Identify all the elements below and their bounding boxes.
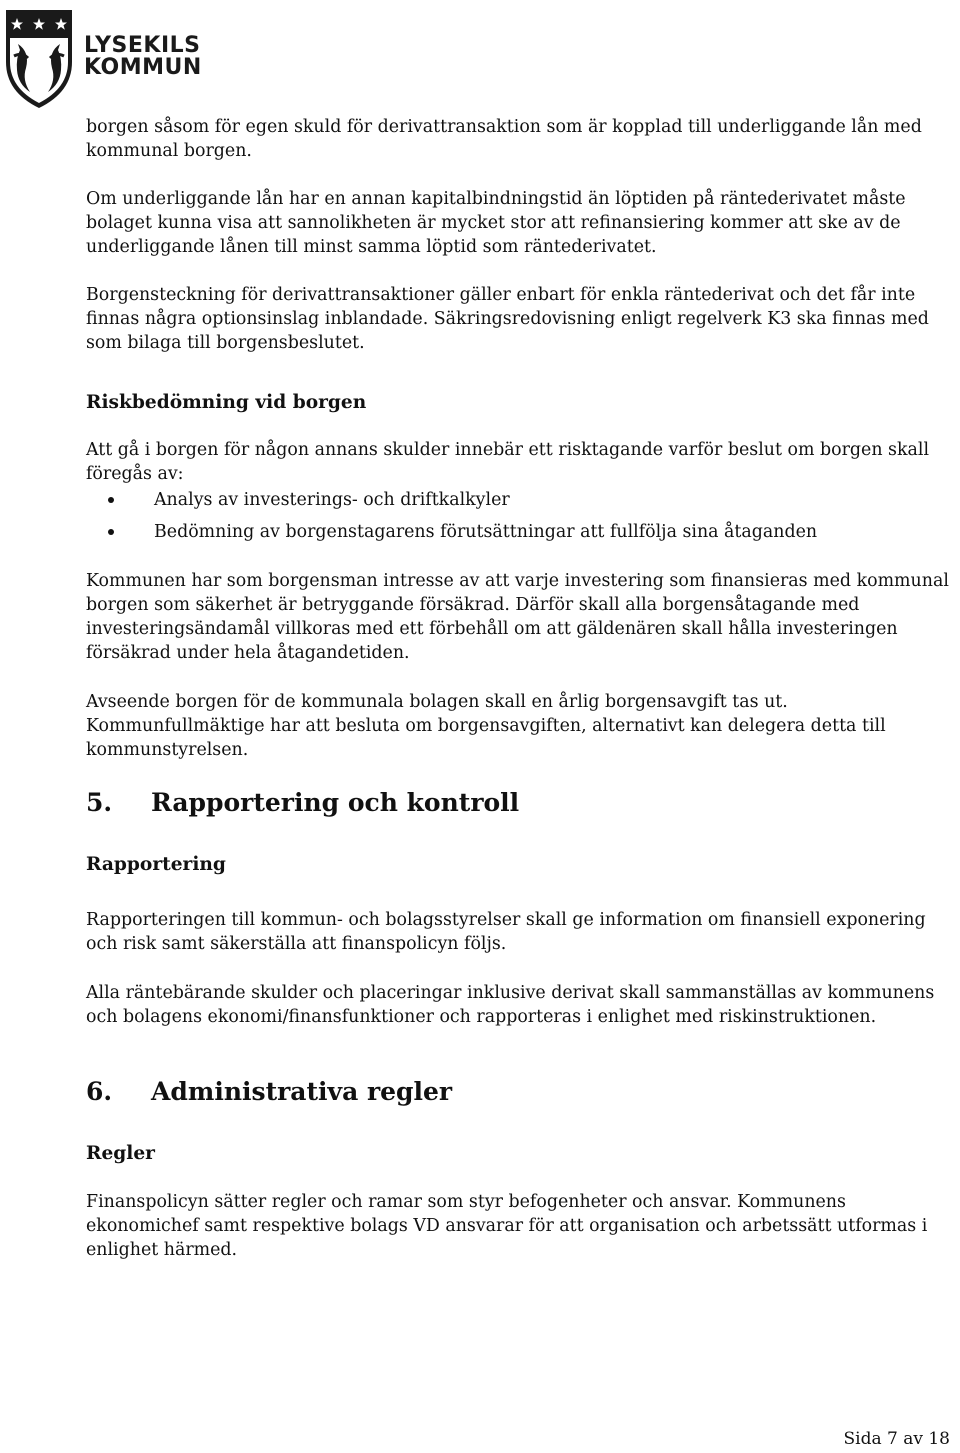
section-number: 5. (86, 788, 113, 817)
list-item (86, 520, 817, 544)
heading-rapportering: Rapportering (86, 854, 226, 875)
paragraph-borgen-derivat: borgen såsom för egen skuld för derivattransaktion som är kopplad till underliggande lån med kommunal borgen. (86, 117, 922, 161)
coat-of-arms-icon (0, 0, 80, 112)
paragraph-rapporteringen: Rapporteringen till kommun- och bolagsstyrelser skall ge information om finansiell exponering och risk samt säkerställa att finanspolicyn följs. (86, 910, 926, 954)
bullet-icon (108, 529, 114, 535)
paragraph-kapitalbindningstid: Om underliggande lån har en annan kapitalbindningstid än löptiden på räntederivatet måste bolaget kunna visa att sannolikheten är mycket stor att refinansiering kommer att ske av de underliggande lånen till minst samma löptid som räntederivatet. (86, 189, 906, 257)
paragraph-finanspolicyn: Finanspolicyn sätter regler och ramar som styr befogenheter och ansvar. Kommunens ekonomichef samt respektive bolags VD ansvarar för att organisation och arbetssätt utformas i enlighet härmed. (86, 1192, 928, 1260)
section-heading-5 (86, 788, 519, 818)
paragraph-borgensteckning: Borgensteckning för derivattransaktioner gäller enbart för enkla räntederivat och det får inte finnas några optionsinslag inblandade. Säkringsredovisning enligt regelverk K3 ska finnas med som bilaga till borgensbeslutet. (86, 285, 929, 353)
logo-text-line1: LYSEKILS (84, 33, 201, 58)
paragraph-risktagande: Att gå i borgen för någon annans skulder innebär ett risktagande varför beslut om borgen skall föregås av: (86, 440, 930, 484)
section-number: 6. (86, 1077, 113, 1106)
heading-regler: Regler (86, 1143, 155, 1164)
section-title: Administrativa regler (151, 1077, 453, 1106)
heading-riskbedomning: Riskbedömning vid borgen (86, 392, 367, 413)
logo-text-line2: KOMMUN (84, 55, 202, 80)
paragraph-borgensavgift: Avseende borgen för de kommunala bolagen skall en årlig borgensavgift tas ut. Kommunfullmäktige har att besluta om borgensavgiften, alternativt kan delegera detta till kommunstyrelsen. (86, 692, 886, 760)
list-item (86, 488, 510, 512)
page-number: Sida 7 av 18 (843, 1429, 950, 1449)
section-heading-6 (86, 1077, 452, 1107)
paragraph-borgensman: Kommunen har som borgensman intresse av att varje investering som finansieras med kommunal borgen som säkerhet är betryggande försäkrad. Därför skall alla borgensåtagande med investeringsändamål villkoras med ett förbehåll om att gäldenären skall hålla investeringen försäkrad under hela åtagandetiden. (86, 571, 949, 663)
list-item-text: Analys av investerings- och driftkalkyler (154, 490, 510, 510)
paragraph-rantebarande: Alla räntebärande skulder och placeringar inklusive derivat skall sammanställas av kommunens och bolagens ekonomi/finansfunktioner och rapporteras i enlighet med riskinstruktionen. (86, 983, 935, 1027)
list-item-text: Bedömning av borgenstagarens förutsättningar att fullfölja sina åtaganden (154, 522, 818, 542)
section-title: Rapportering och kontroll (151, 788, 520, 817)
bullet-icon (108, 497, 114, 503)
municipal-logo (0, 0, 220, 112)
